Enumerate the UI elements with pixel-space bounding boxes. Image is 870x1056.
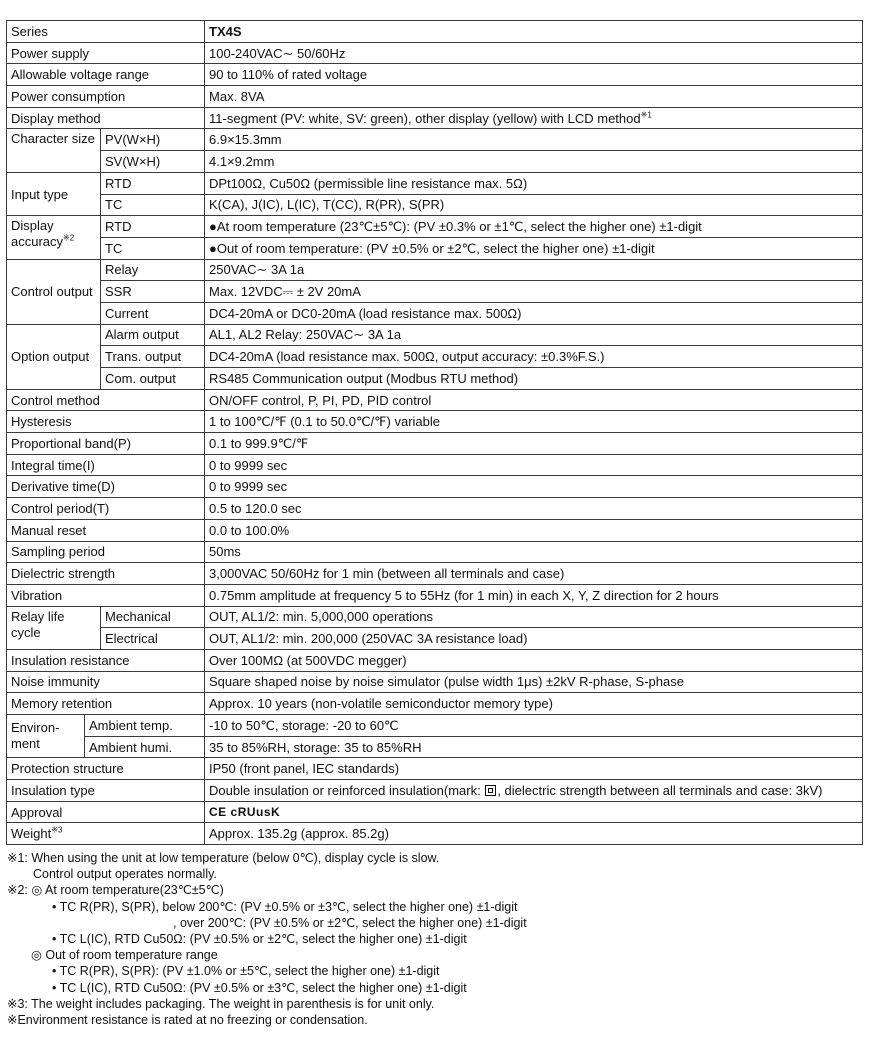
value-protection: IP50 (front panel, IEC standards) [205, 758, 863, 780]
label-pv-size: PV(W×H) [101, 129, 205, 151]
row-integral-time [7, 454, 863, 476]
value-option-alarm: AL1, AL2 Relay: 250VAC∼ 3A 1a [205, 324, 863, 346]
value-relay-mechanical: OUT, AL1/2: min. 5,000,000 operations [205, 606, 863, 628]
row-weight [7, 823, 863, 845]
row-power-consumption [7, 86, 863, 108]
note-2d: • TC L(IC), RTD Cu50Ω: (PV ±0.5% or ±2℃, select the higher one) ±1-digit [52, 932, 467, 947]
row-accuracy-tc [7, 237, 863, 259]
row-vibration [7, 584, 863, 606]
row-dielectric-strength [7, 563, 863, 585]
row-env-temp [7, 715, 863, 737]
label-display-accuracy [7, 216, 101, 259]
label-protection: Protection structure [7, 758, 205, 780]
value-ambient-humi: 35 to 85%RH, storage: 35 to 85%RH [205, 736, 863, 758]
label-environment: Environ- ment [7, 715, 85, 758]
note-1a: ※1: When using the unit at low temperature (below 0℃), display cycle is slow. [7, 851, 440, 865]
value-memory-retention: Approx. 10 years (non-volatile semiconductor memory type) [205, 693, 863, 715]
value-approval [205, 801, 863, 823]
row-control-period [7, 498, 863, 520]
label-power-consumption: Power consumption [7, 86, 205, 108]
label-weight [7, 823, 205, 845]
value-control-relay: 250VAC∼ 3A 1a [205, 259, 863, 281]
row-series [7, 21, 863, 43]
value-relay-electrical: OUT, AL1/2: min. 200,000 (250VAC 3A resistance load) [205, 628, 863, 650]
row-env-humi [7, 736, 863, 758]
label-option-output: Option output [7, 324, 101, 389]
value-vibration: 0.75mm amplitude at frequency 5 to 55Hz (for 1 min) in each X, Y, Z direction for 2 hours [205, 584, 863, 606]
value-power-consumption: Max. 8VA [205, 86, 863, 108]
value-accuracy-rtd: ●At room temperature (23℃±5℃): (PV ±0.3% or ±1℃, select the higher one) ±1-digit [205, 216, 863, 238]
label-option-alarm: Alarm output [101, 324, 205, 346]
row-option-alarm [7, 324, 863, 346]
label-character-size: Character size [7, 129, 101, 172]
label-memory-retention: Memory retention [7, 693, 205, 715]
label-relay-electrical: Electrical [101, 628, 205, 650]
label-insulation-resistance: Insulation resistance [7, 649, 205, 671]
insulation-type-pre: Double insulation or reinforced insulation(mark: [209, 782, 485, 798]
note-2b: • TC R(PR), S(PR), below 200℃: (PV ±0.5% or ±3℃, select the higher one) ±1-digit [52, 899, 518, 914]
note-ref-3: ※3 [51, 825, 63, 835]
display-accuracy-text: Display accuracy [11, 218, 64, 250]
note-2f: • TC R(PR), S(PR): (PV ±1.0% or ±5℃, select the higher one) ±1-digit [52, 964, 440, 979]
value-allowable-voltage: 90 to 110% of rated voltage [205, 64, 863, 86]
note-ref-1: ※1 [640, 110, 652, 120]
label-sampling-period: Sampling period [7, 541, 205, 563]
label-integral-time: Integral time(I) [7, 454, 205, 476]
value-series: TX4S [205, 21, 863, 43]
insulation-type-post: , dielectric strength between all terminals and case: 3kV) [497, 782, 823, 798]
label-approval: Approval [7, 801, 205, 823]
display-method-text: 11-segment (PV: white, SV: green), other display (yellow) with LCD method [209, 110, 641, 126]
approval-marks-icon: CE cRUus [209, 805, 272, 820]
row-input-tc [7, 194, 863, 216]
label-control-current: Current [101, 302, 205, 324]
value-proportional-band: 0.1 to 999.9℃/℉ [205, 433, 863, 455]
value-input-tc: K(CA), J(IC), L(IC), T(CC), R(PR), S(PR) [205, 194, 863, 216]
label-control-relay: Relay [101, 259, 205, 281]
row-relay-electrical [7, 628, 863, 650]
value-integral-time: 0 to 9999 sec [205, 454, 863, 476]
label-input-tc: TC [101, 194, 205, 216]
value-display-method [205, 107, 863, 129]
value-control-period: 0.5 to 120.0 sec [205, 498, 863, 520]
row-char-size-sv [7, 151, 863, 173]
label-option-trans: Trans. output [101, 346, 205, 368]
value-power-supply: 100-240VAC∼ 50/60Hz [205, 42, 863, 64]
value-sampling-period: 50ms [205, 541, 863, 563]
label-option-com: Com. output [101, 368, 205, 390]
row-allowable-voltage [7, 64, 863, 86]
value-weight: Approx. 135.2g (approx. 85.2g) [205, 823, 863, 845]
note-2a: ※2: ◎ At room temperature(23℃±5℃) [7, 883, 224, 898]
row-char-size-pv [7, 129, 863, 151]
row-control-ssr [7, 281, 863, 303]
label-ambient-humi: Ambient humi. [85, 736, 205, 758]
row-proportional-band [7, 433, 863, 455]
label-control-output: Control output [7, 259, 101, 324]
row-noise-immunity [7, 671, 863, 693]
label-control-ssr: SSR [101, 281, 205, 303]
label-manual-reset: Manual reset [7, 519, 205, 541]
value-insulation-type [205, 780, 863, 802]
note-3: ※3: The weight includes packaging. The weight in parenthesis is for unit only. [7, 996, 435, 1011]
value-sv-size: 4.1×9.2mm [205, 151, 863, 173]
row-insulation-type [7, 780, 863, 802]
label-allowable-voltage: Allowable voltage range [7, 64, 205, 86]
label-noise-immunity: Noise immunity [7, 671, 205, 693]
label-power-supply: Power supply [7, 42, 205, 64]
value-ambient-temp: -10 to 50℃, storage: -20 to 60℃ [205, 715, 863, 737]
row-display-method [7, 107, 863, 129]
note-1b: Control output operates normally. [33, 867, 217, 882]
value-manual-reset: 0.0 to 100.0% [205, 519, 863, 541]
row-option-com [7, 368, 863, 390]
label-input-rtd: RTD [101, 172, 205, 194]
label-proportional-band: Proportional band(P) [7, 433, 205, 455]
value-control-ssr: Max. 12VDC⎓ ± 2V 20mA [205, 281, 863, 303]
value-derivative-time: 0 to 9999 sec [205, 476, 863, 498]
label-control-period: Control period(T) [7, 498, 205, 520]
spec-table [6, 20, 863, 845]
row-control-current [7, 302, 863, 324]
weight-text: Weight [11, 826, 52, 842]
row-control-method [7, 389, 863, 411]
row-insulation-resistance [7, 649, 863, 671]
label-relay-mechanical: Mechanical [101, 606, 205, 628]
note-4: ※Environment resistance is rated at no freezing or condensation. [7, 1013, 368, 1028]
value-control-current: DC4-20mA or DC0-20mA (load resistance max. 500Ω) [205, 302, 863, 324]
label-display-method: Display method [7, 107, 205, 129]
label-dielectric-strength: Dielectric strength [7, 563, 205, 585]
row-hysteresis [7, 411, 863, 433]
label-ambient-temp: Ambient temp. [85, 715, 205, 737]
row-memory-retention [7, 693, 863, 715]
value-option-trans: DC4-20mA (load resistance max. 500Ω, output accuracy: ±0.3%F.S.) [205, 346, 863, 368]
value-insulation-resistance: Over 100MΩ (at 500VDC megger) [205, 649, 863, 671]
value-pv-size: 6.9×15.3mm [205, 129, 863, 151]
value-input-rtd: DPt100Ω, Cu50Ω (permissible line resistance max. 5Ω) [205, 172, 863, 194]
note-2e: ◎ Out of room temperature range [31, 948, 218, 963]
value-control-method: ON/OFF control, P, PI, PD, PID control [205, 389, 863, 411]
row-derivative-time [7, 476, 863, 498]
row-protection [7, 758, 863, 780]
kc-mark-icon: K [271, 805, 281, 820]
note-2c: , over 200℃: (PV ±0.5% or ±2℃, select the higher one) ±1-digit [173, 915, 527, 930]
double-insulation-icon [485, 785, 496, 796]
label-insulation-type: Insulation type [7, 780, 205, 802]
row-relay-mechanical [7, 606, 863, 628]
label-hysteresis: Hysteresis [7, 411, 205, 433]
label-vibration: Vibration [7, 584, 205, 606]
row-control-relay [7, 259, 863, 281]
label-accuracy-tc: TC [101, 237, 205, 259]
value-dielectric-strength: 3,000VAC 50/60Hz for 1 min (between all terminals and case) [205, 563, 863, 585]
value-option-com: RS485 Communication output (Modbus RTU method) [205, 368, 863, 390]
label-input-type: Input type [7, 172, 101, 215]
row-sampling-period [7, 541, 863, 563]
label-derivative-time: Derivative time(D) [7, 476, 205, 498]
row-accuracy-rtd [7, 216, 863, 238]
value-hysteresis: 1 to 100℃/℉ (0.1 to 50.0℃/℉) variable [205, 411, 863, 433]
value-accuracy-tc: ●Out of room temperature: (PV ±0.5% or ±2℃, select the higher one) ±1-digit [205, 237, 863, 259]
value-noise-immunity: Square shaped noise by noise simulator (pulse width 1μs) ±2kV R-phase, S-phase [205, 671, 863, 693]
note-2g: • TC L(IC), RTD Cu50Ω: (PV ±0.5% or ±3℃, select the higher one) ±1-digit [52, 980, 467, 995]
row-option-trans [7, 346, 863, 368]
label-control-method: Control method [7, 389, 205, 411]
note-ref-2: ※2 [63, 233, 75, 243]
footnotes [7, 850, 863, 1028]
label-accuracy-rtd: RTD [101, 216, 205, 238]
row-approval [7, 801, 863, 823]
label-relay-life: Relay life cycle [7, 606, 101, 649]
row-manual-reset [7, 519, 863, 541]
row-input-rtd [7, 172, 863, 194]
label-series: Series [7, 21, 205, 43]
label-sv-size: SV(W×H) [101, 151, 205, 173]
row-power-supply [7, 42, 863, 64]
